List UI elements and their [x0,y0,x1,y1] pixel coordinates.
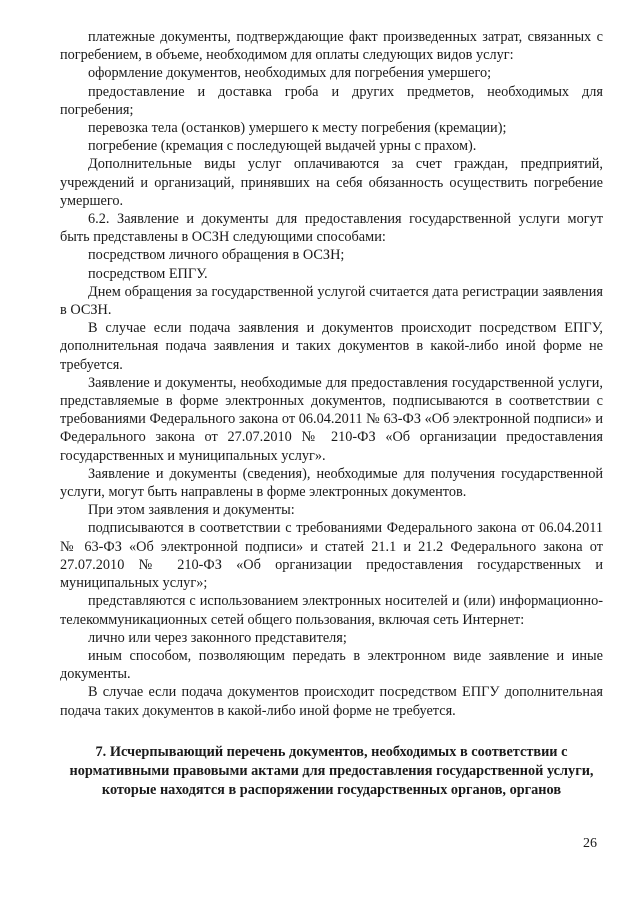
paragraph: посредством личного обращения в ОСЗН; [88,247,345,264]
paragraph: лично или через законного представителя; [88,629,347,646]
paragraph: иным способом, позволяющим передать в электронном виде заявление и иные документы. [60,647,603,683]
paragraph: подписываются в соответствии с требованиями Федерального закона от 06.04.2011 № 63-ФЗ «Об электронной подписи» и статей 21.1 и 21.2 Федерального закона от 27.07.2010 № 210-ФЗ «Об организации предоставления государственных и муниципальных услуг»; [60,520,603,592]
paragraph: предоставление и доставка гроба и других предметов, необходимых для погребения; [60,83,603,118]
paragraph: посредством ЕПГУ. [88,265,208,282]
paragraph: представляются с использованием электронных носителей и (или) информационно-телекоммуникационных сетей общего пользования, включая сеть Интернет: [60,593,603,628]
page-number: 26 [583,836,597,851]
paragraph: Заявление и документы, необходимые для предоставления государственной услуги, представляемые в форме электронных документов, подписываются в соответствии с требованиями Федерального закона от 06.04.2011 № 63-ФЗ «Об электронной подписи» и Федерального закона от 27.07.2010 № 210-ФЗ «Об организации предоставления государственных и муниципальных услуг». [60,374,603,464]
paragraph: Дополнительные виды услуг оплачиваются за счет граждан, предприятий, учреждений и организаций, принявших на себя обязанность осуществить погребение умершего. [60,156,603,209]
paragraph: Заявление и документы (сведения), необходимые для получения государственной услуги, могут быть направлены в форме электронных документов. [60,465,603,501]
document-page [60,28,603,800]
paragraph: перевозка тела (останков) умершего к месту погребения (кремации); [88,120,507,137]
paragraph: платежные документы, подтверждающие факт произведенных затрат, связанных с погребением, в объеме, необходимом для оплаты следующих видов услуг: [60,29,603,64]
paragraph: Днем обращения за государственной услугой считается дата регистрации заявления в ОСЗН. [60,283,603,319]
paragraph: погребение (кремация с последующей выдачей урны с прахом). [88,138,477,155]
paragraph: При этом заявления и документы: [88,502,295,519]
section-heading: 7. Исчерпывающий перечень документов, необходимых в соответствии с нормативными правовыми актами для предоставления государственной услуги, которые находятся в распоряжении государственных органов, органов [69,743,594,798]
paragraph: В случае если подача заявления и документов происходит посредством ЕПГУ, дополнительная подача заявления и таких документов в какой-либо иной форме не требуется. [60,320,603,373]
paragraph: В случае если подача документов происходит посредством ЕПГУ дополнительная подача таких документов в какой-либо иной форме не требуется. [60,684,603,719]
paragraph: 6.2. Заявление и документы для предоставления государственной услуги могут быть представлены в ОСЗН следующими способами: [60,211,603,246]
paragraph: оформление документов, необходимых для погребения умершего; [88,65,492,82]
